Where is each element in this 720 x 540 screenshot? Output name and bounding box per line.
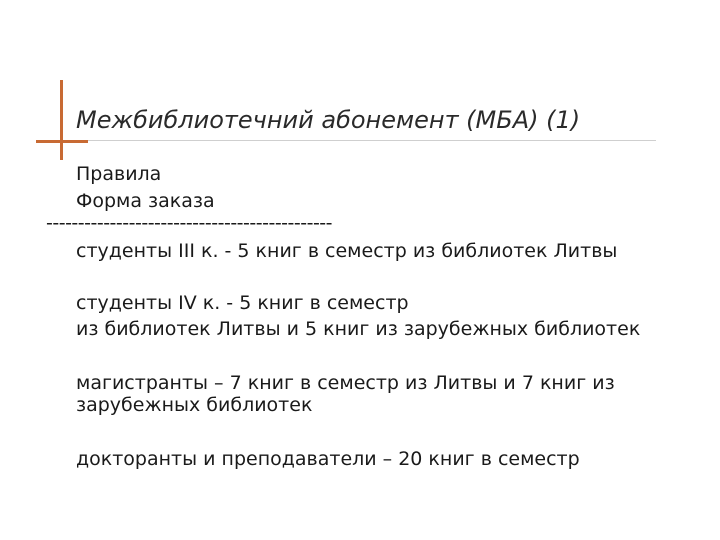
line-doctoral: докторанты и преподаватели – 20 книг в семестр	[76, 448, 580, 470]
title-underline	[66, 140, 656, 141]
line-students-4-b: из библиотек Литвы и 5 книг из зарубежных библиотек	[76, 318, 641, 340]
line-students-4-a: студенты IV к. - 5 книг в семестр	[76, 292, 409, 314]
accent-horizontal-line	[36, 140, 88, 143]
line-students-3: студенты III к. - 5 книг в семестр из библиотек Литвы	[76, 240, 618, 262]
accent-vertical-line	[60, 80, 63, 160]
slide-title: Межбиблиотечний абонемент (МБА) (1)	[76, 106, 581, 134]
line-order-form: Форма заказа	[76, 190, 215, 212]
line-masters-b: зарубежных библиотек	[76, 394, 313, 416]
line-rules: Правила	[76, 163, 162, 185]
separator-line: ---------------------------------------------	[46, 212, 333, 234]
line-masters-a: магистранты – 7 книг в семестр из Литвы и 7 книг из	[76, 372, 615, 394]
